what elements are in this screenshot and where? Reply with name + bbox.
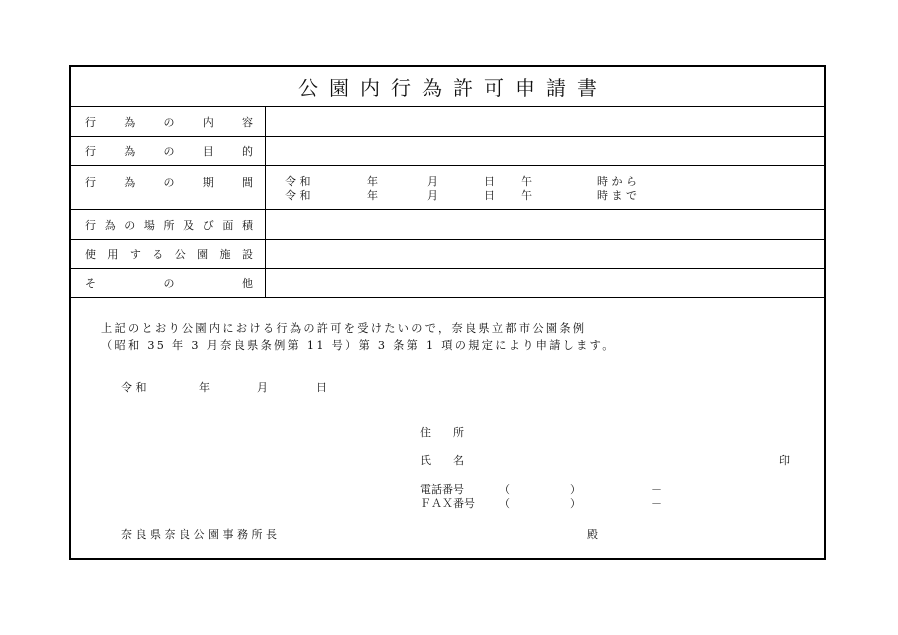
label-other	[71, 269, 266, 297]
date-era: 令 和	[121, 381, 147, 394]
label-char: の	[163, 115, 175, 129]
label-char: 使	[85, 248, 96, 261]
label-char: の	[163, 145, 175, 158]
period-day: 日	[484, 175, 495, 188]
label-char: 園	[197, 248, 209, 261]
fax-paren-close: ）	[570, 497, 581, 510]
title-row	[71, 67, 824, 107]
phone-paren-close: ）	[570, 483, 581, 496]
period-era: 令 和	[285, 189, 311, 202]
phone-dash: －	[651, 483, 662, 496]
label-char: 公	[174, 248, 186, 261]
fax-label: ＦＡＸ番号	[420, 497, 475, 510]
addressee-name: 奈 良 県 奈 良 公 園 事 務 所 長	[121, 528, 277, 541]
addressee-honorific: 殿	[587, 528, 598, 541]
label-action-purpose	[71, 137, 266, 165]
period-month: 月	[427, 175, 438, 188]
label-char: 為	[124, 176, 136, 189]
period-time-until: 時 ま で	[597, 189, 637, 202]
label-char: の	[163, 176, 175, 189]
label-char: 容	[242, 115, 253, 129]
label-char: 行	[85, 115, 96, 129]
fax-dash: －	[651, 497, 662, 510]
phone-paren-open: （	[499, 483, 510, 496]
row-action-purpose	[71, 137, 824, 166]
period-era: 令 和	[285, 175, 311, 188]
label-place-area	[71, 210, 266, 239]
address-label: 住 所	[420, 426, 464, 439]
form-title: 公園内行為許可申請書	[298, 76, 608, 100]
label-char: る	[152, 248, 164, 261]
seal-mark: 印	[779, 454, 790, 467]
label-char: 内	[202, 115, 214, 129]
label-char: 的	[242, 145, 253, 158]
label-char: 用	[107, 248, 119, 261]
row-place-area	[71, 210, 824, 240]
phone-label: 電話番号	[420, 483, 464, 496]
label-action-content	[71, 107, 266, 136]
period-year: 年	[367, 189, 378, 202]
period-time-from: 時 か ら	[597, 175, 637, 188]
label-char: び	[202, 218, 214, 232]
label-char: 為	[124, 145, 136, 158]
application-statement	[101, 320, 811, 354]
label-char: 所	[163, 218, 175, 232]
label-char: 間	[242, 176, 253, 189]
label-char: 期	[202, 176, 214, 189]
date-month: 月	[257, 381, 268, 394]
label-char: の	[124, 218, 136, 232]
name-label: 氏 名	[420, 454, 464, 467]
application-form	[69, 65, 826, 560]
label-char: 行	[85, 218, 96, 232]
period-day: 日	[484, 189, 495, 202]
label-char: 場	[143, 218, 155, 232]
label-char: 面	[222, 218, 234, 232]
row-action-content	[71, 107, 824, 137]
label-char: の	[163, 277, 175, 290]
label-char: 行	[85, 176, 96, 189]
date-year: 年	[199, 381, 210, 394]
label-char: 及	[183, 218, 195, 232]
period-month: 月	[427, 189, 438, 202]
label-char: す	[129, 248, 141, 261]
period-ampm: 午	[521, 175, 532, 188]
label-char: 積	[242, 218, 253, 232]
label-char: そ	[85, 277, 96, 290]
period-ampm: 午	[521, 189, 532, 202]
label-char: 為	[104, 218, 116, 232]
label-char: 目	[202, 145, 214, 158]
row-park-facility	[71, 240, 824, 269]
row-other	[71, 269, 824, 298]
date-day: 日	[316, 381, 327, 394]
label-char: 施	[219, 248, 231, 261]
statement-line: 上記のとおり公園内における行為の許可を受けたいので，奈良県立都市公園条例	[101, 322, 587, 335]
label-char: 設	[241, 248, 253, 261]
statement-line: （昭和 35 年 3 月奈良県条例第 11 号）第 3 条第 1 項の規定により申請します。	[101, 339, 616, 352]
row-action-period	[71, 166, 824, 210]
fax-paren-open: （	[499, 497, 510, 510]
label-park-facility	[71, 240, 266, 268]
label-char: 行	[85, 145, 96, 158]
label-char: 他	[242, 277, 253, 290]
period-year: 年	[367, 175, 378, 188]
label-action-period	[71, 166, 266, 209]
label-char: 為	[124, 115, 136, 129]
